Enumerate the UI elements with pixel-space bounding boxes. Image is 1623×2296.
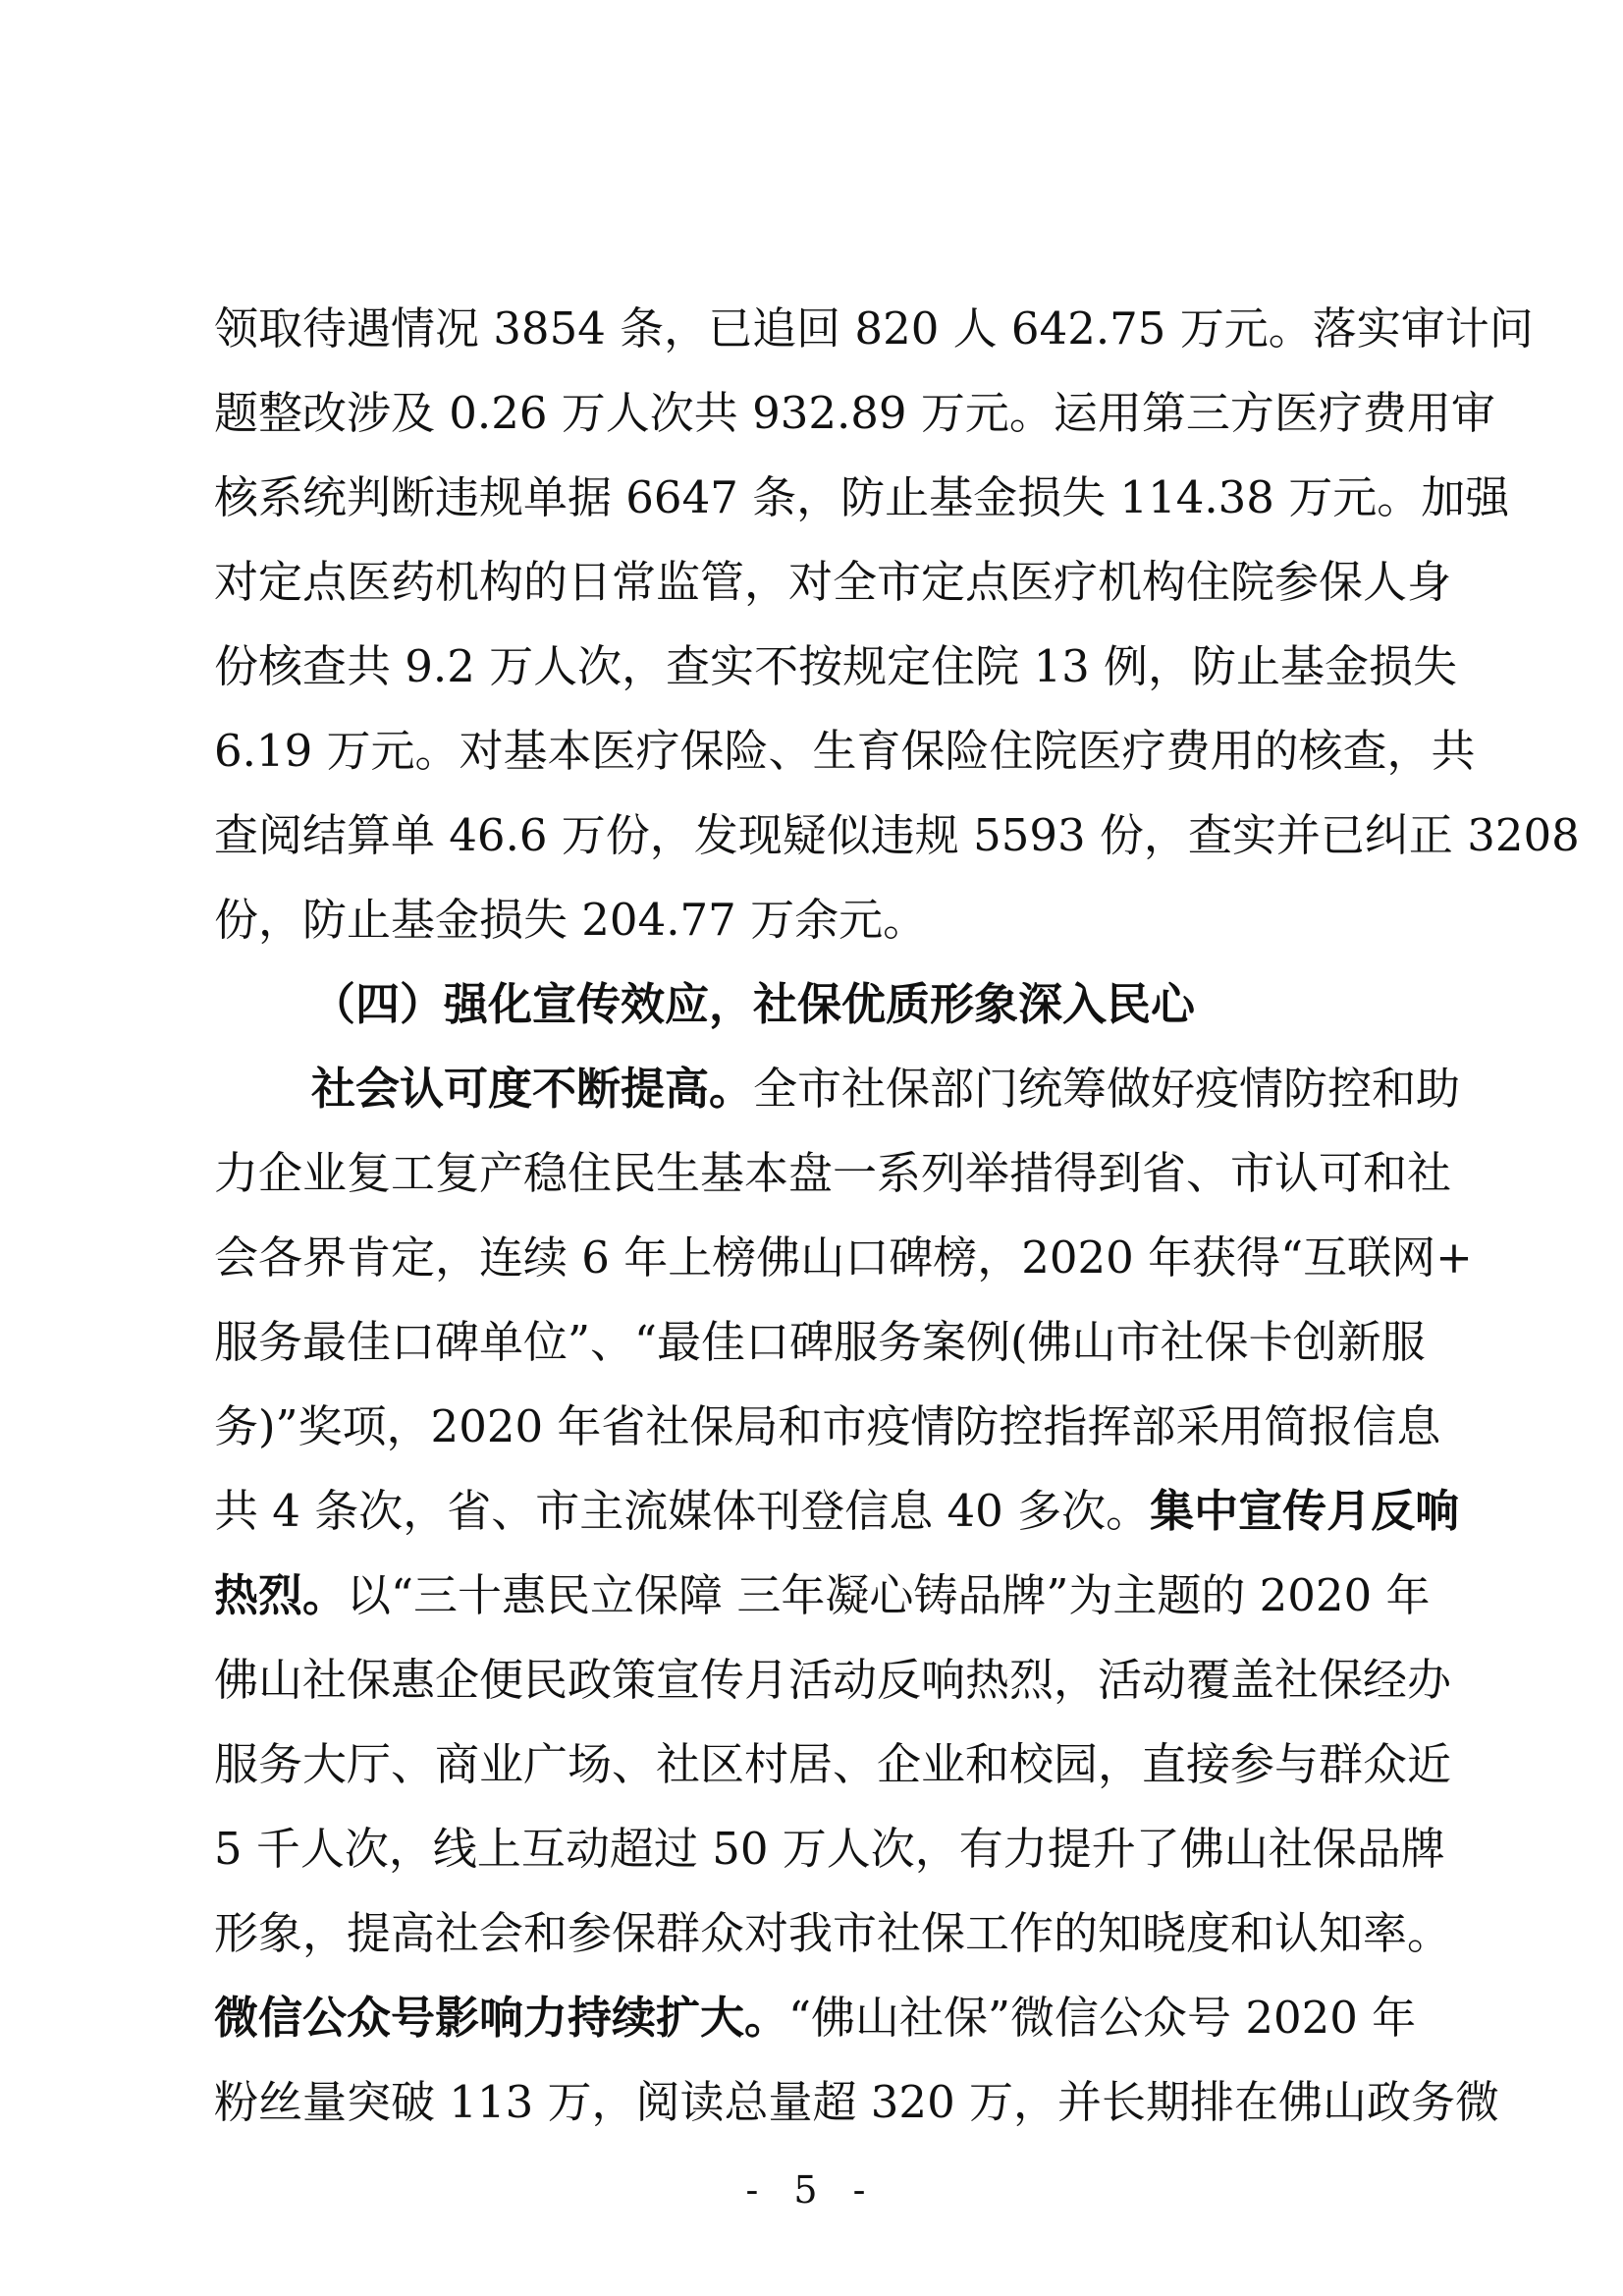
page-number: - 5 - [745, 2168, 878, 2212]
text-line: 形象，提高社会和参保群众对我市社保工作的知晓度和认知率。 [214, 1907, 1452, 1959]
text-line: 佛山社保惠企便民政策宣传月活动反响热烈，活动覆盖社保经办 [214, 1654, 1452, 1706]
text-line: 服务最佳口碑单位”、“最佳口碑服务案例(佛山市社保卡创新服 [214, 1316, 1426, 1368]
paragraph-fund-supervision [214, 287, 1580, 962]
text-run: “佛山社保”微信公众号 2020 年 [788, 1992, 1417, 2044]
text-line: 份，防止基金损失 204.77 万余元。 [214, 894, 928, 946]
text-run: 全市社保部门统筹做好疫情防控和助 [753, 1063, 1461, 1115]
document-body [214, 287, 1580, 2145]
text-line: 对定点医药机构的日常监管，对全市定点医疗机构住院参保人身 [214, 556, 1452, 608]
text-line: 领取待遇情况 3854 条，已追回 820 人 642.75 万元。落实审计问 [214, 302, 1534, 355]
text-line: 服务大厅、商业广场、社区村居、企业和校园，直接参与群众近 [214, 1738, 1452, 1790]
text-run: 以“三十惠民立保障 三年凝心铸品牌”为主题的 2020 年 [347, 1569, 1431, 1621]
bold-lead-social-recognition: 社会认可度不断提高。 [311, 1063, 754, 1115]
text-line: 6.19 万元。对基本医疗保险、生育保险住院医疗费用的核查，共 [214, 725, 1476, 777]
text-line: 题整改涉及 0.26 万人次共 932.89 万元。运用第三方医疗费用审 [214, 387, 1495, 439]
text-line [214, 1976, 1417, 2060]
text-line: 会各界肯定，连续 6 年上榜佛山口碑榜，2020 年获得“互联网+ [214, 1231, 1473, 1284]
bold-lead-publicity-month: 集中宣传月反响 [1150, 1485, 1460, 1537]
paragraph-publicity [214, 1047, 1500, 2145]
text-line: 查阅结算单 46.6 万份，发现疑似违规 5593 份，查实并已纠正 3208 [214, 809, 1580, 861]
text-line [214, 1554, 1431, 1638]
text-run: 共 4 条次，省、市主流媒体刊登信息 40 多次。 [214, 1485, 1151, 1537]
bold-lead-publicity-month-cont: 热烈。 [214, 1569, 348, 1621]
text-line [214, 1469, 1460, 1554]
section-heading: （四）强化宣传效应，社保优质形象深入民心 [311, 978, 1196, 1030]
text-line: 份核查共 9.2 万人次，查实不按规定住院 13 例，防止基金损失 [214, 640, 1458, 692]
text-line [214, 1047, 1461, 1131]
text-line: 粉丝量突破 113 万，阅读总量超 320 万，并长期排在佛山政务微 [214, 2076, 1500, 2128]
text-line: 核系统判断违规单据 6647 条，防止基金损失 114.38 万元。加强 [214, 471, 1510, 523]
bold-lead-wechat-influence: 微信公众号影响力持续扩大。 [214, 1992, 789, 2044]
text-line: 务)”奖项，2020 年省社保局和市疫情防控指挥部采用简报信息 [214, 1400, 1441, 1452]
text-line: 5 千人次，线上互动超过 50 万人次，有力提升了佛山社保品牌 [214, 1823, 1445, 1875]
text-line: 力企业复工复产稳住民生基本盘一系列举措得到省、市认可和社 [214, 1147, 1452, 1199]
